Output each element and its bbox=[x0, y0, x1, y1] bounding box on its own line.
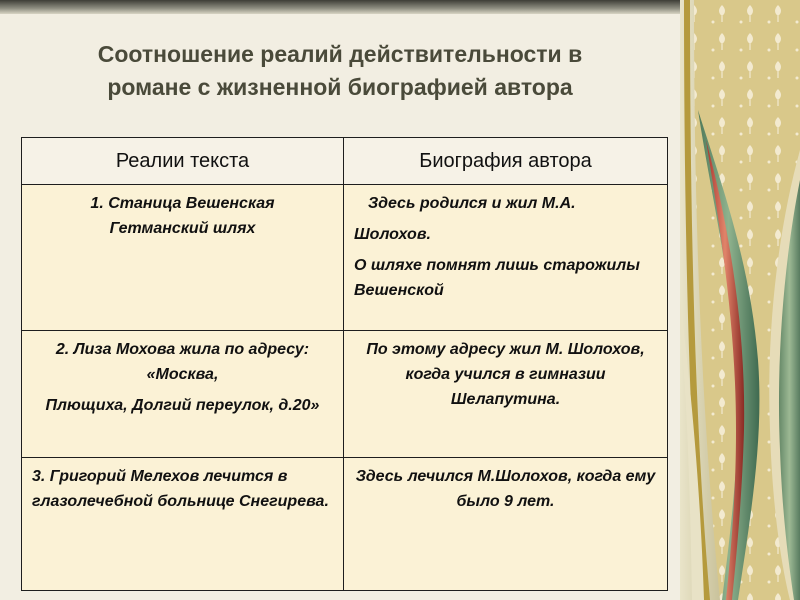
cell-line: Плющиха, Долгий переулок, д.20» bbox=[45, 397, 320, 414]
cell-line: 3. Григорий Мелехов лечится в глазолечебной больнице Снегирева. bbox=[32, 468, 329, 510]
slide-title bbox=[40, 38, 640, 104]
slide-title-line-1: Соотношение реалий действительности в bbox=[97, 41, 583, 67]
decorative-panel bbox=[680, 0, 800, 600]
table-row bbox=[22, 185, 668, 331]
cell-line: Гетманский шлях bbox=[109, 220, 256, 237]
decorative-swirl-pattern bbox=[680, 0, 800, 600]
realia-cell bbox=[22, 458, 344, 591]
biography-cell bbox=[344, 331, 668, 458]
table-row bbox=[22, 331, 668, 458]
biography-cell bbox=[344, 185, 668, 331]
cell-line: Шолохов. bbox=[354, 226, 431, 243]
cell-line: Здесь лечился М.Шолохов, когда ему было 9 лет. bbox=[355, 468, 656, 510]
cell-line: Здесь родился и жил М.А. bbox=[368, 195, 576, 212]
header-text-realia: Реалии текста bbox=[22, 138, 344, 185]
slide-title-line-2: романе с жизненной биографией автора bbox=[107, 74, 573, 100]
table-row bbox=[22, 458, 668, 591]
cell-line: По этому адресу жил М. Шолохов, когда учился в гимназии Шелапутина. bbox=[366, 341, 645, 408]
realia-cell bbox=[22, 331, 344, 458]
top-bar bbox=[0, 0, 680, 14]
table-header-row bbox=[22, 138, 668, 185]
biography-cell bbox=[344, 458, 668, 591]
cell-line: 1. Станица Вешенская bbox=[90, 195, 275, 212]
header-author-biography: Биография автора bbox=[344, 138, 668, 185]
cell-line: О шляхе помнят лишь старожилы Вешенской bbox=[354, 257, 640, 299]
realia-cell bbox=[22, 185, 344, 331]
cell-line: 2. Лиза Мохова жила по адресу: «Москва, bbox=[55, 341, 310, 383]
comparison-table bbox=[21, 137, 668, 591]
